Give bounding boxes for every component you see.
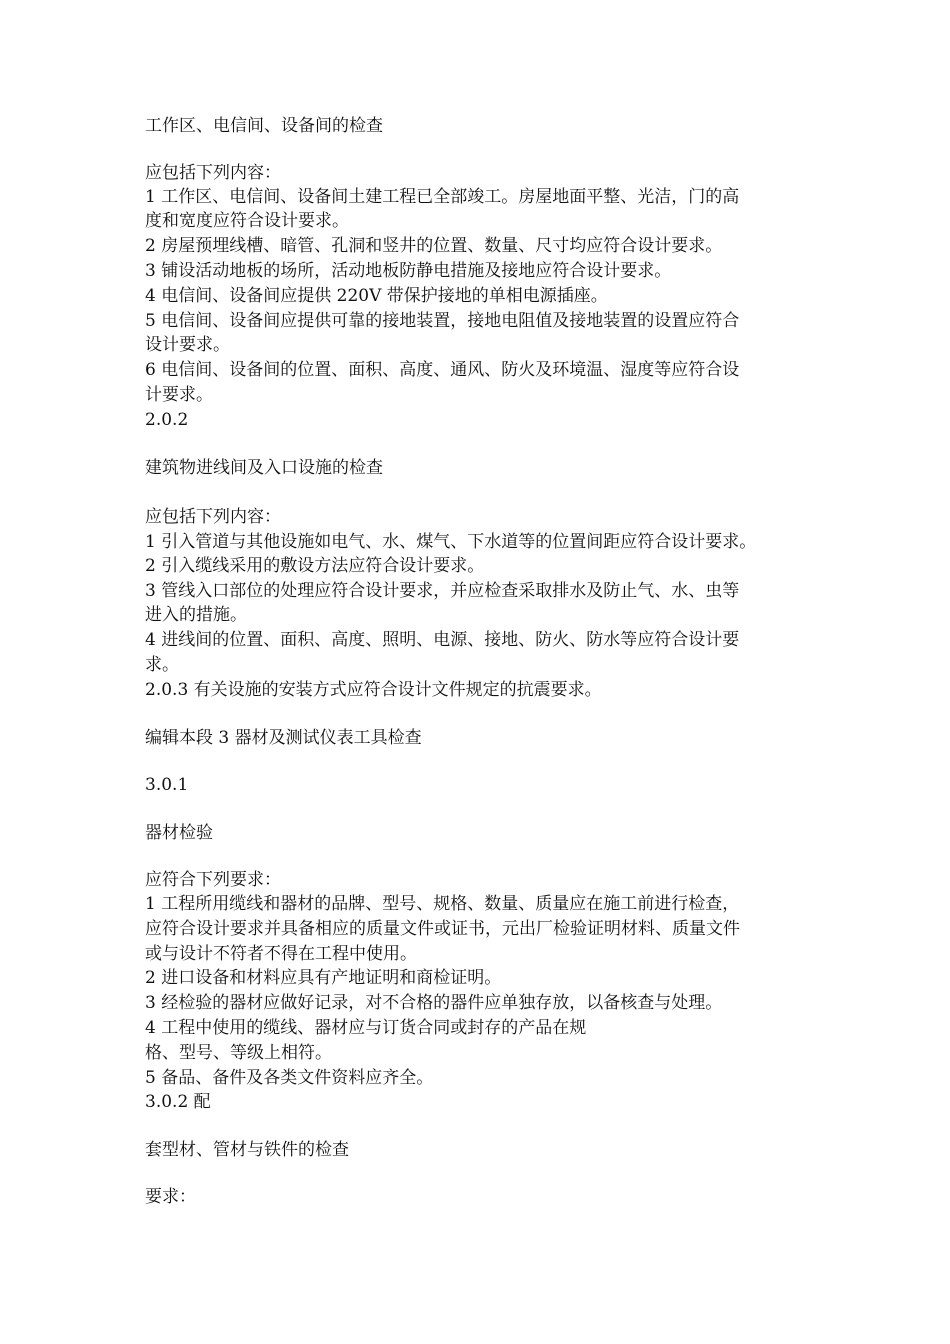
paragraph-line: 3 管线入口部位的处理应符合设计要求，并应检查采取排水及防止气、水、虫等	[145, 581, 740, 601]
section-heading: 器材检验	[145, 823, 213, 843]
paragraph-line: 2 引入缆线采用的敷设方法应符合设计要求。	[145, 556, 485, 576]
paragraph-line: 设计要求。	[145, 335, 230, 355]
section-heading: 编辑本段 3 器材及测试仪表工具检查	[145, 728, 422, 748]
paragraph-line: 4 工程中使用的缆线、器材应与订货合同或封存的产品在规	[145, 1018, 587, 1038]
section-number: 3.0.1	[145, 775, 189, 795]
paragraph-line: 5 电信间、设备间应提供可靠的接地装置，接地电阻值及接地装置的设置应符合	[145, 311, 740, 331]
section-number: 3.0.2 配	[145, 1092, 211, 1112]
paragraph-line: 2.0.3 有关设施的安装方式应符合设计文件规定的抗震要求。	[145, 680, 602, 700]
paragraph-line: 要求：	[145, 1187, 196, 1207]
paragraph-line: 进入的措施。	[145, 605, 247, 625]
paragraph-line: 应包括下列内容：	[145, 163, 281, 183]
section-number: 2.0.2	[145, 410, 189, 430]
paragraph-line: 1 工作区、电信间、设备间土建工程已全部竣工。房屋地面平整、光洁，门的高	[145, 187, 740, 207]
paragraph-line: 3 铺设活动地板的场所，活动地板防静电措施及接地应符合设计要求。	[145, 261, 672, 281]
paragraph-line: 度和宽度应符合设计要求。	[145, 211, 349, 231]
paragraph-line: 2 房屋预埋线槽、暗管、孔洞和竖井的位置、数量、尺寸均应符合设计要求。	[145, 236, 723, 256]
paragraph-line: 应符合设计要求并具备相应的质量文件或证书，元出厂检验证明材料、质量文件	[145, 919, 740, 939]
paragraph-line: 6 电信间、设备间的位置、面积、高度、通风、防火及环境温、湿度等应符合设	[145, 360, 740, 380]
paragraph-line: 4 电信间、设备间应提供 220V 带保护接地的单相电源插座。	[145, 286, 608, 306]
paragraph-line: 1 工程所用缆线和器材的品牌、型号、规格、数量、质量应在施工前进行检查，	[145, 894, 740, 914]
section-heading: 工作区、电信间、设备间的检查	[145, 116, 383, 136]
paragraph-line: 求。	[145, 655, 179, 675]
section-heading: 套型材、管材与铁件的检查	[145, 1140, 349, 1160]
paragraph-line: 格、型号、等级上相符。	[145, 1043, 332, 1063]
paragraph-line: 计要求。	[145, 385, 213, 405]
paragraph-line: 3 经检验的器材应做好记录，对不合格的器件应单独存放，以备核查与处理。	[145, 993, 723, 1013]
paragraph-line: 1 引入管道与其他设施如电气、水、煤气、下水道等的位置间距应符合设计要求。	[145, 532, 757, 552]
paragraph-line: 应符合下列要求：	[145, 870, 281, 890]
paragraph-line: 或与设计不符者不得在工程中使用。	[145, 944, 417, 964]
paragraph-line: 5 备品、备件及各类文件资料应齐全。	[145, 1068, 434, 1088]
paragraph-line: 应包括下列内容：	[145, 507, 281, 527]
paragraph-line: 2 进口设备和材料应具有产地证明和商检证明。	[145, 968, 502, 988]
paragraph-line: 4 进线间的位置、面积、高度、照明、电源、接地、防火、防水等应符合设计要	[145, 630, 740, 650]
section-heading: 建筑物进线间及入口设施的检查	[145, 458, 383, 478]
